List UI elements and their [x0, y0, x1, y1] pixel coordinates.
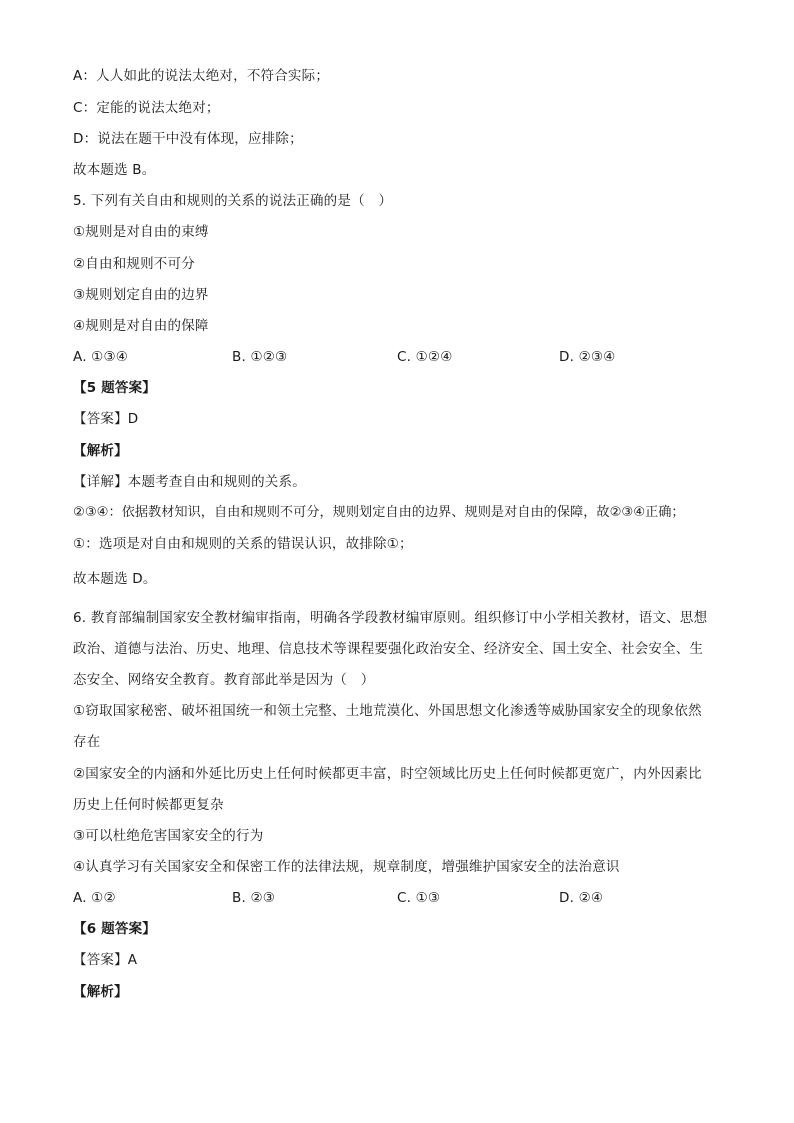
q6-option-d: D. ②④ [559, 890, 604, 906]
q4-conclusion: 故本题选 B。 [73, 162, 156, 178]
q5-detail: 【详解】本题考查自由和规则的关系。 [73, 474, 306, 490]
q6-stem-line-2: 政治、道德与法治、历史、地理、信息技术等课程要强化政治安全、经济安全、国土安全、社会安全、生 [73, 641, 704, 657]
q6-statement-1-line-2: 存在 [73, 734, 101, 750]
q4-analysis-d: D：说法在题干中没有体现，应排除； [73, 131, 303, 147]
q6-answer-header: 【6 题答案】 [73, 921, 156, 937]
q4-analysis-c: C：定能的说法太绝对； [73, 100, 220, 116]
q6-statement-2-line-2: 历史上任何时候都更复杂 [73, 797, 224, 813]
q5-analysis-2: ①：选项是对自由和规则的关系的错误认识，故排除①； [73, 536, 413, 552]
q5-options [73, 347, 713, 367]
q5-statement-4: ④规则是对自由的保障 [73, 318, 209, 334]
q6-statement-3: ③可以杜绝危害国家安全的行为 [73, 828, 264, 844]
q5-conclusion: 故本题选 D。 [73, 571, 157, 587]
q5-statement-3: ③规则划定自由的边界 [73, 287, 209, 303]
q6-option-c: C. ①③ [397, 890, 441, 906]
q5-stem: 5. 下列有关自由和规则的关系的说法正确的是（ ） [73, 193, 393, 209]
q6-statement-1-line-1: ①窃取国家秘密、破坏祖国统一和领土完整、土地荒漠化、外国思想文化渗透等威胁国家安全的现象依然 [73, 703, 702, 719]
q6-stem-line-3: 态安全、网络安全教育。教育部此举是因为（ ） [73, 672, 375, 688]
q4-analysis-a: A：人人如此的说法太绝对，不符合实际； [73, 68, 330, 84]
q5-analysis-header: 【解析】 [73, 443, 128, 459]
q5-statement-2: ②自由和规则不可分 [73, 256, 195, 272]
q5-answer: 【答案】D [73, 411, 139, 427]
q5-option-d: D. ②③④ [559, 349, 616, 365]
q6-option-a: A. ①② [73, 890, 116, 906]
q6-analysis-header: 【解析】 [73, 984, 128, 1000]
q5-answer-header: 【5 题答案】 [73, 380, 156, 396]
q5-option-c: C. ①②④ [397, 349, 453, 365]
q5-option-b: B. ①②③ [232, 349, 288, 365]
q6-statement-2-line-1: ②国家安全的内涵和外延比历史上任何时候都更丰富，时空领域比历史上任何时候都更宽广，内外因素比 [73, 766, 702, 782]
q6-statement-4: ④认真学习有关国家安全和保密工作的法律法规，规章制度，增强维护国家安全的法治意识 [73, 859, 620, 875]
q6-options [73, 888, 713, 908]
q5-option-a: A. ①③④ [73, 349, 129, 365]
q6-answer: 【答案】A [73, 952, 138, 968]
q5-analysis-1: ②③④：依据教材知识，自由和规则不可分，规则划定自由的边界、规则是对自由的保障，故②③④正确； [73, 505, 685, 520]
q5-statement-1: ①规则是对自由的束缚 [73, 224, 209, 240]
q6-stem-line-1: 6. 教育部编制国家安全教材编审指南，明确各学段教材编审原则。组织修订中小学相关教材，语文、思想 [73, 610, 708, 626]
q6-option-b: B. ②③ [232, 890, 276, 906]
